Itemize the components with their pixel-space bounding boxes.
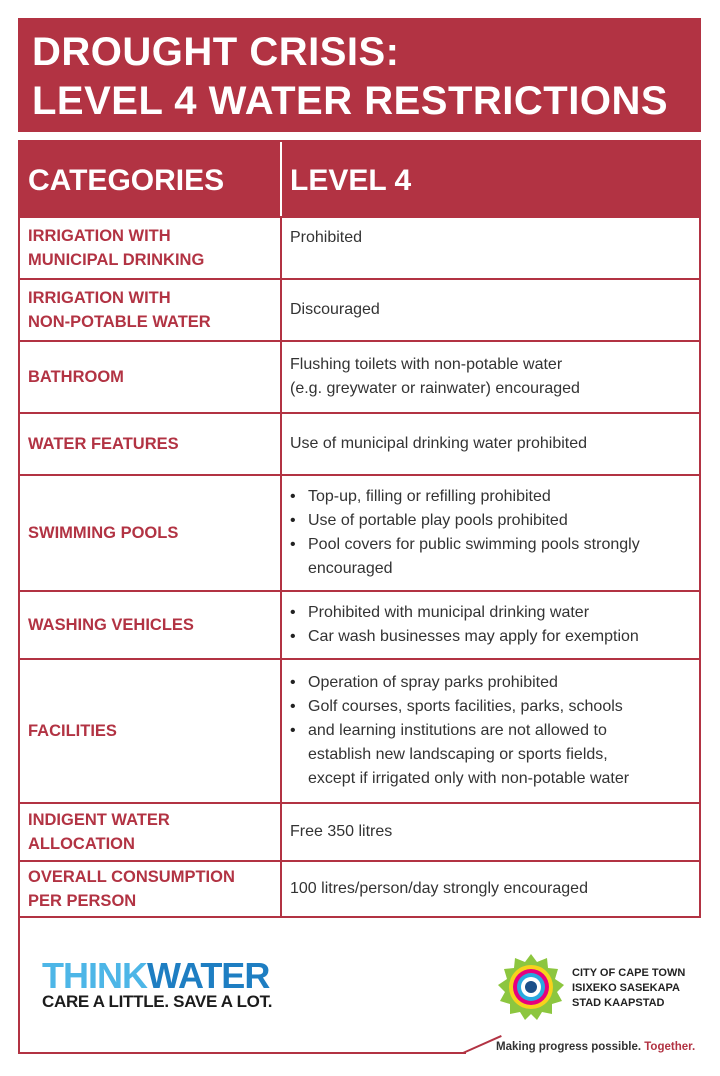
think-word: THINK — [42, 955, 147, 996]
bullet-item: • Golf courses, sports facilities, parks, schools — [290, 695, 629, 719]
category-cell — [20, 660, 282, 802]
value-cell — [282, 280, 699, 340]
slogan: CARE A LITTLE. SAVE A LOT. — [42, 992, 273, 1011]
footer-border-left — [18, 918, 20, 1054]
header-categories: CATEGORIES — [28, 164, 225, 197]
category-label: SWIMMING POOLS — [28, 524, 179, 542]
category-cell — [20, 476, 282, 590]
bullet-item: • Prohibited with municipal drinking water — [290, 601, 639, 625]
category-label: OVERALL CONSUMPTION PER PERSON — [28, 868, 235, 910]
table-row — [20, 340, 699, 412]
value-cell — [282, 342, 699, 412]
bullet-item: • Pool covers for public swimming pools strongly encouraged — [290, 533, 640, 581]
think-water-logo — [42, 956, 269, 996]
value-cell — [282, 414, 699, 474]
title-banner — [18, 18, 701, 132]
tagline — [496, 1041, 695, 1053]
value-cell — [282, 476, 699, 590]
bullet-item: • and learning institutions are not allowed to establish new landscaping or sports fields, except if irrigated only with non-potable water — [290, 719, 629, 791]
table-row — [20, 278, 699, 340]
value-text: Discouraged — [290, 301, 380, 318]
category-label: BATHROOM — [28, 368, 124, 386]
table-row — [20, 860, 699, 916]
category-label: IRRIGATION WITH MUNICIPAL DRINKING — [28, 227, 205, 269]
bullet-item: • Use of portable play pools prohibited — [290, 509, 640, 533]
table-header — [20, 142, 699, 216]
value-cell — [282, 592, 699, 658]
bullet-item: • Operation of spray parks prohibited — [290, 671, 629, 695]
table-row — [20, 590, 699, 658]
bullet-list — [290, 485, 640, 581]
bullet-item: • Car wash businesses may apply for exemption — [290, 625, 639, 649]
value-cell — [282, 660, 699, 802]
restrictions-table — [18, 140, 701, 918]
category-cell — [20, 414, 282, 474]
table-row — [20, 802, 699, 860]
value-text: 100 litres/person/day strongly encouraged — [290, 880, 588, 897]
city-name-xhosa: ISIXEKO SASEKAPA — [572, 982, 680, 994]
value-text: Use of municipal drinking water prohibited — [290, 435, 588, 452]
value-cell — [282, 862, 699, 916]
category-cell — [20, 342, 282, 412]
header-divider — [280, 142, 282, 216]
category-label: WATER FEATURES — [28, 435, 179, 453]
city-name — [572, 966, 685, 1011]
value-cell — [282, 218, 699, 278]
table-row — [20, 412, 699, 474]
table-row — [20, 474, 699, 590]
city-logo-icon — [496, 952, 566, 1022]
category-label: FACILITIES — [28, 722, 117, 740]
bullet-list — [290, 601, 639, 649]
category-cell — [20, 862, 282, 916]
table-row — [20, 216, 699, 278]
category-cell — [20, 280, 282, 340]
bullet-item: • Top-up, filling or refilling prohibited — [290, 485, 640, 509]
title-line-2: LEVEL 4 WATER RESTRICTIONS — [32, 79, 669, 123]
category-label: INDIGENT WATER ALLOCATION — [28, 811, 170, 853]
category-cell — [20, 804, 282, 860]
category-cell — [20, 218, 282, 278]
title-line-1: DROUGHT CRISIS: — [32, 30, 400, 74]
tagline-accent: Together. — [644, 1041, 696, 1053]
category-label: WASHING VEHICLES — [28, 616, 194, 634]
tagline-main: Making progress possible. — [496, 1041, 645, 1053]
water-word: WATER — [147, 955, 270, 996]
category-cell — [20, 592, 282, 658]
footer-border-bottom — [18, 1052, 466, 1054]
city-name-english: CITY OF CAPE TOWN — [572, 967, 686, 979]
value-text: Prohibited — [290, 229, 363, 246]
value-text: Flushing toilets with non-potable water (e.g. greywater or rainwater) encouraged — [290, 356, 580, 397]
city-name-afrikaans: STAD KAAPSTAD — [572, 997, 665, 1009]
value-cell — [282, 804, 699, 860]
category-label: IRRIGATION WITH NON-POTABLE WATER — [28, 289, 211, 331]
header-level-4: LEVEL 4 — [290, 164, 412, 197]
table-row — [20, 658, 699, 802]
bullet-list — [290, 671, 629, 791]
value-text: Free 350 litres — [290, 823, 393, 840]
